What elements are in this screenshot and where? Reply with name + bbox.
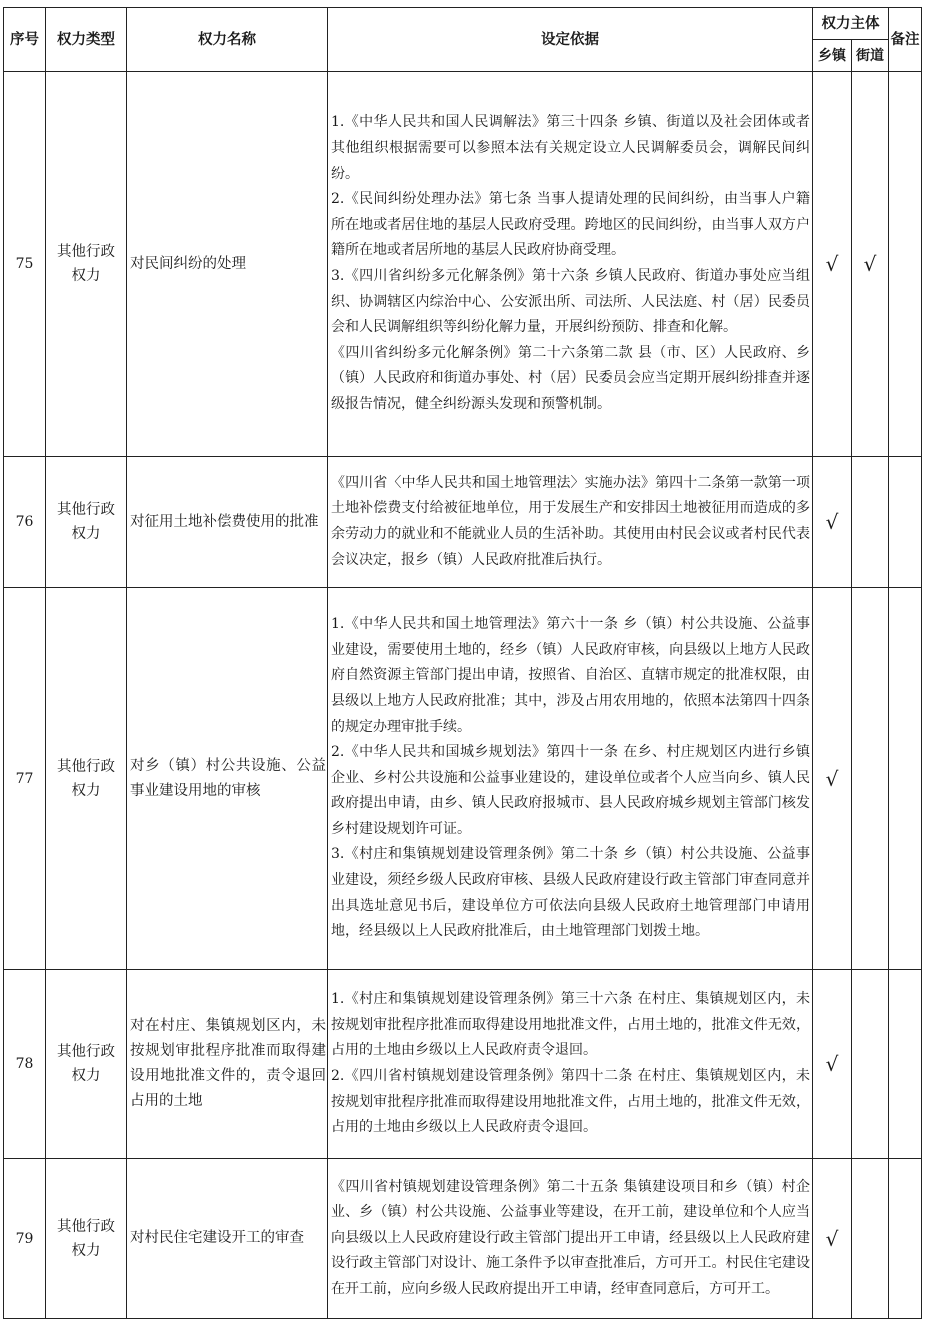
- street-check: [852, 1159, 889, 1319]
- header-seq: 序号: [4, 8, 46, 72]
- header-remark: 备注: [889, 8, 922, 72]
- township-check: √: [813, 457, 852, 588]
- table-row: [4, 1159, 922, 1319]
- basis-paragraph: 2.《民间纠纷处理办法》第七条 当事人提请处理的民间纠纷，由当事人户籍所在地或者居住地的基层人民政府受理。跨地区的民间纠纷，由当事人双方户籍所在地或者居所地的基层人民政府协商受理。: [331, 191, 810, 259]
- row-seq: 77: [4, 588, 46, 970]
- basis-paragraph: 《四川省〈中华人民共和国土地管理法〉实施办法》第四十二条第一款第一项 土地补偿费支付给被征地单位，用于发展生产和安排因土地被征用而造成的多余劳动力的就业和不能就业人员的生活补助。其使用由村民会议或者村民代表会议决定，报乡（镇）人民政府批准后执行。: [331, 474, 810, 568]
- table-row: [4, 457, 922, 588]
- power-list-table: [3, 7, 922, 1319]
- row-type: 其他行政 权力: [46, 457, 127, 588]
- header-subject: 权力主体: [813, 8, 889, 40]
- basis-paragraph: 3.《村庄和集镇规划建设管理条例》第二十条 乡（镇）村公共设施、公益事业建设，须经乡级人民政府审核、县级人民政府建设行政主管部门审查同意并出具选址意见书后，建设单位方可依法向县级人民政府土地管理部门申请用地，经县级以上人民政府批准后，由土地管理部门划拨土地。: [331, 846, 810, 940]
- remark-cell: [889, 457, 922, 588]
- basis-paragraph: 1.《村庄和集镇规划建设管理条例》第三十六条 在村庄、集镇规划区内，未按规划审批程序批准而取得建设用地批准文件，占用土地的，批准文件无效，占用的土地由乡级以上人民政府责令退回。: [331, 991, 810, 1059]
- row-basis: [328, 1159, 813, 1319]
- row-name: 对乡（镇）村公共设施、公益事业建设用地的审核: [127, 588, 328, 970]
- basis-paragraph: 《四川省村镇规划建设管理条例》第二十五条 集镇建设项目和乡（镇）村企业、乡（镇）村公共设施、公益事业等建设，在开工前，建设单位和个人应当向县级以上人民政府建设行政主管部门提出开工申请，经县级以上人民政府建设行政主管部门对设计、施工条件予以审查批准后，方可开工。村民住宅建设在开工前，应向乡级人民政府提出开工申请，经审查同意后，方可开工。: [331, 1178, 810, 1297]
- township-check: √: [813, 970, 852, 1159]
- row-type: 其他行政 权力: [46, 1159, 127, 1319]
- row-name: 对村民住宅建设开工的审查: [127, 1159, 328, 1319]
- remark-cell: [889, 1159, 922, 1319]
- basis-paragraph: 3.《四川省纠纷多元化解条例》第十六条 乡镇人民政府、街道办事处应当组织、协调辖区内综治中心、公安派出所、司法所、人民法庭、村（居）民委员会和人民调解组织等纠纷化解力量，开展纠纷预防、排查和化解。: [331, 268, 810, 336]
- row-seq: 79: [4, 1159, 46, 1319]
- remark-cell: [889, 72, 922, 457]
- header-township: 乡镇: [813, 40, 852, 72]
- row-seq: 78: [4, 970, 46, 1159]
- table-row: [4, 588, 922, 970]
- row-seq: 76: [4, 457, 46, 588]
- township-check: √: [813, 1159, 852, 1319]
- basis-paragraph: 2.《四川省村镇规划建设管理条例》第四十二条 在村庄、集镇规划区内，未按规划审批程序批准而取得建设用地批准文件，占用土地的，批准文件无效，占用的土地由乡级以上人民政府责令退回。: [331, 1068, 810, 1136]
- basis-paragraph: 2.《中华人民共和国城乡规划法》第四十一条 在乡、村庄规划区内进行乡镇企业、乡村公共设施和公益事业建设的，建设单位或者个人应当向乡、镇人民政府提出申请，由乡、镇人民政府报城市、县人民政府城乡规划主管部门核发乡村建设规划许可证。: [331, 744, 810, 837]
- row-basis: [328, 588, 813, 970]
- basis-paragraph: 《四川省纠纷多元化解条例》第二十六条第二款 县（市、区）人民政府、乡（镇）人民政府和街道办事处、村（居）民委员会应当定期开展纠纷排查并逐级报告情况，健全纠纷源头发现和预警机制。: [331, 344, 810, 412]
- row-type: 其他行政 权力: [46, 970, 127, 1159]
- header-name: 权力名称: [127, 8, 328, 72]
- table-row: [4, 72, 922, 457]
- street-check: [852, 588, 889, 970]
- row-seq: 75: [4, 72, 46, 457]
- basis-paragraph: 1.《中华人民共和国土地管理法》第六十一条 乡（镇）村公共设施、公益事业建设，需要使用土地的，经乡（镇）人民政府审核，向县级以上地方人民政府自然资源主管部门提出申请，按照省、自治区、直辖市规定的批准权限，由县级以上地方人民政府批准；其中，涉及占用农用地的，依照本法第四十四条的规定办理审批手续。: [331, 616, 810, 735]
- street-check: [852, 457, 889, 588]
- table-row: [4, 970, 922, 1159]
- header-basis: 设定依据: [328, 8, 813, 72]
- row-name: 对民间纠纷的处理: [127, 72, 328, 457]
- row-name: 对在村庄、集镇规划区内，未按规划审批程序批准而取得建设用地批准文件的，责令退回占用的土地: [127, 970, 328, 1159]
- header-street: 街道: [852, 40, 889, 72]
- row-type: 其他行政 权力: [46, 72, 127, 457]
- row-type: 其他行政 权力: [46, 588, 127, 970]
- row-basis: [328, 72, 813, 457]
- header-type: 权力类型: [46, 8, 127, 72]
- township-check: √: [813, 72, 852, 457]
- remark-cell: [889, 588, 922, 970]
- row-name: 对征用土地补偿费使用的批准: [127, 457, 328, 588]
- row-basis: [328, 970, 813, 1159]
- street-check: [852, 970, 889, 1159]
- row-basis: [328, 457, 813, 588]
- basis-paragraph: 1.《中华人民共和国人民调解法》第三十四条 乡镇、街道以及社会团体或者其他组织根据需要可以参照本法有关规定设立人民调解委员会，调解民间纠纷。: [331, 114, 810, 182]
- street-check: √: [852, 72, 889, 457]
- remark-cell: [889, 970, 922, 1159]
- township-check: √: [813, 588, 852, 970]
